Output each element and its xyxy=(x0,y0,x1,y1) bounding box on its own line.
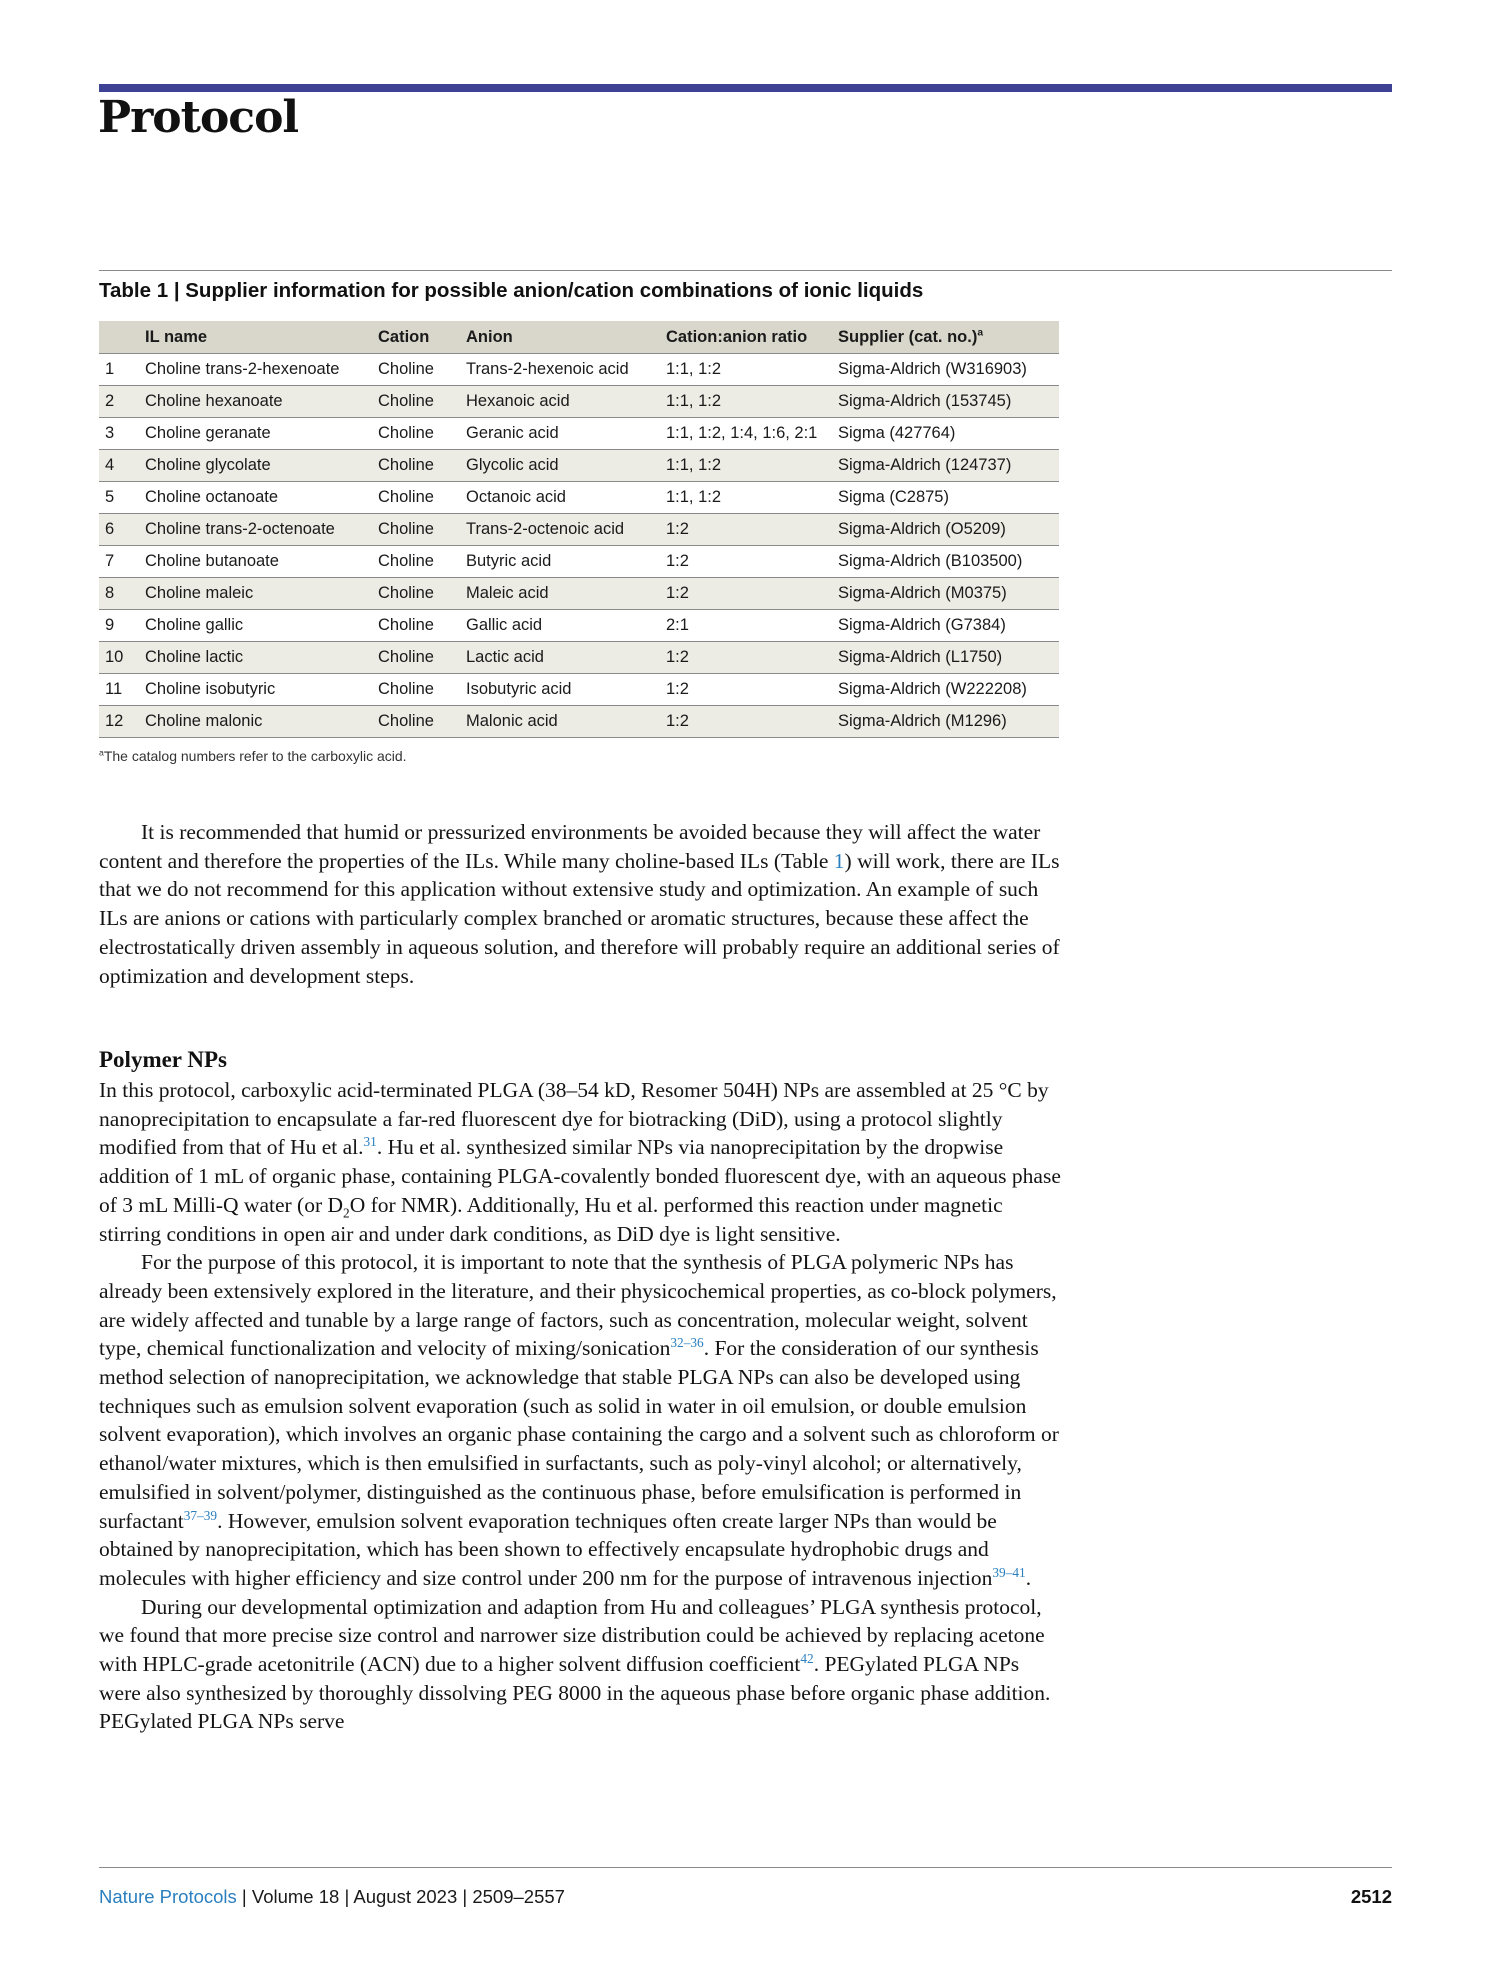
cell-ratio: 1:1, 1:2 xyxy=(658,354,830,386)
cell-ratio: 2:1 xyxy=(658,610,830,642)
paragraph xyxy=(99,818,1061,990)
cell-ratio: 1:2 xyxy=(658,706,830,738)
col-header-index xyxy=(99,321,137,354)
table-body xyxy=(99,354,1059,738)
cell-anion: Geranic acid xyxy=(458,418,658,450)
text-run: For the purpose of this protocol, it is important to note that the synthesis of PLGA polymeric NPs has already been extensively explored in the literature, and their physicochemical properties, as co-block polymers, are widely affected and tunable by a large range of factors, such as concentration, molecular weight, solvent type, chemical functionalization and velocity of mixing/sonication xyxy=(99,1250,1057,1361)
col-header-ratio: Cation:anion ratio xyxy=(658,321,830,354)
cell-index: 8 xyxy=(99,578,137,610)
table-reference-link[interactable]: 1 xyxy=(833,848,845,873)
cell-anion: Lactic acid xyxy=(458,642,658,674)
page-number: 2512 xyxy=(1350,1886,1392,1907)
col-header-supplier xyxy=(830,321,1059,354)
cell-supplier: Sigma-Aldrich (153745) xyxy=(830,386,1059,418)
cell-index: 1 xyxy=(99,354,137,386)
cell-cation: Choline xyxy=(370,706,458,738)
cell-ratio: 1:1, 1:2 xyxy=(658,386,830,418)
cell-ratio: 1:1, 1:2 xyxy=(658,482,830,514)
cell-ratio: 1:1, 1:2, 1:4, 1:6, 2:1 xyxy=(658,418,830,450)
ionic-liquids-table xyxy=(99,321,1059,738)
footnote-marker: a xyxy=(977,327,984,338)
text-run: . However, emulsion solvent evaporation techniques often create larger NPs than would be obtained by nanoprecipitation, which has been shown to effectively encapsulate hydrophobic drugs and molecules with higher efficiency and size control under 200 nm for the purpose of intravenous injection xyxy=(99,1508,997,1590)
cell-il-name: Choline malonic xyxy=(137,706,370,738)
table-header-row xyxy=(99,321,1059,354)
paragraph xyxy=(99,1076,1061,1248)
cell-ratio: 1:1, 1:2 xyxy=(658,450,830,482)
text-run: . For the consideration of our synthesis method selection of nanoprecipitation, we acknowledge that stable PLGA NPs can also be developed using techniques such as emulsion solvent evaporation (such as solid in water in oil emulsion, or double emulsion solvent evaporation), which involves an organic phase containing the cargo and a solvent such as chloroform or ethanol/water mixtures, which is then emulsified in surfactants, such as poly-vinyl alcohol; or alternatively, emulsified in solvent/polymer, distinguished as the continuous phase, before emulsification is performed in surfactant xyxy=(99,1336,1059,1533)
section-polymer-nps-body xyxy=(99,1076,1061,1736)
cell-il-name: Choline hexanoate xyxy=(137,386,370,418)
cell-index: 2 xyxy=(99,386,137,418)
cell-il-name: Choline octanoate xyxy=(137,482,370,514)
table-row xyxy=(99,642,1059,674)
text-run: During our developmental optimization and adaption from Hu and colleagues’ PLGA synthesis protocol, we found that more precise size control and narrower size distribution could be achieved by replacing acetone with HPLC-grade acetonitrile (ACN) due to a higher solvent diffusion coefficient xyxy=(99,1594,1045,1677)
cell-anion: Maleic acid xyxy=(458,578,658,610)
cell-cation: Choline xyxy=(370,578,458,610)
journal-name-link[interactable]: Nature Protocols xyxy=(99,1886,237,1907)
cell-anion: Butyric acid xyxy=(458,546,658,578)
table-row xyxy=(99,674,1059,706)
cell-supplier: Sigma-Aldrich (W222208) xyxy=(830,674,1059,706)
text-run: ) will work, there are ILs that we do not recommend for this application without extensive study and optimization. An example of such ILs are anions or cations with particularly complex branched or aromatic structures, because these affect the electrostatically driven assembly in aqueous solution, and therefore will probably require an additional series of optimization and development steps. xyxy=(99,848,1060,988)
text-run: In this protocol, carboxylic acid-terminated PLGA (38–54 kD, Resomer 504H) NPs are assembled at 25 °C by nanoprecipitation to encapsulate a far-red fluorescent dye for biotracking (DiD), using a protocol slightly modified from that of Hu et al. xyxy=(99,1078,1049,1160)
cell-cation: Choline xyxy=(370,514,458,546)
cell-ratio: 1:2 xyxy=(658,546,830,578)
cell-anion: Glycolic acid xyxy=(458,450,658,482)
cell-index: 12 xyxy=(99,706,137,738)
cell-cation: Choline xyxy=(370,546,458,578)
cell-il-name: Choline butanoate xyxy=(137,546,370,578)
cell-index: 9 xyxy=(99,610,137,642)
cell-index: 3 xyxy=(99,418,137,450)
section-heading-polymer-nps: Polymer NPs xyxy=(99,1047,227,1072)
paragraph xyxy=(99,1248,1061,1592)
table-row xyxy=(99,514,1059,546)
table-caption: Table 1 | Supplier information for possible anion/cation combinations of ionic liquids xyxy=(99,279,924,302)
table-row xyxy=(99,482,1059,514)
cell-anion: Octanoic acid xyxy=(458,482,658,514)
cell-index: 10 xyxy=(99,642,137,674)
citation-link[interactable]: 31 xyxy=(363,1134,377,1150)
cell-index: 4 xyxy=(99,450,137,482)
table-row xyxy=(99,450,1059,482)
table-footnote xyxy=(99,748,407,764)
table-row xyxy=(99,546,1059,578)
cell-cation: Choline xyxy=(370,642,458,674)
col-header-anion: Anion xyxy=(458,321,658,354)
table-top-rule xyxy=(99,270,1392,271)
cell-supplier: Sigma-Aldrich (M1296) xyxy=(830,706,1059,738)
cell-ratio: 1:2 xyxy=(658,514,830,546)
cell-supplier: Sigma-Aldrich (O5209) xyxy=(830,514,1059,546)
paragraph xyxy=(99,1593,1061,1737)
table-row xyxy=(99,354,1059,386)
cell-cation: Choline xyxy=(370,674,458,706)
footer-citation xyxy=(99,1886,565,1908)
table-row xyxy=(99,386,1059,418)
cell-supplier: Sigma (C2875) xyxy=(830,482,1059,514)
cell-supplier: Sigma-Aldrich (B103500) xyxy=(830,546,1059,578)
cell-il-name: Choline lactic xyxy=(137,642,370,674)
cell-il-name: Choline isobutyric xyxy=(137,674,370,706)
col-header-supplier-label: Supplier (cat. no.) xyxy=(838,327,978,346)
footnote-marker: a xyxy=(99,747,104,758)
citation-link[interactable]: 37–39 xyxy=(183,1507,218,1523)
cell-anion: Gallic acid xyxy=(458,610,658,642)
page-title: Protocol xyxy=(98,92,299,143)
cell-supplier: Sigma-Aldrich (L1750) xyxy=(830,642,1059,674)
subscript: 2 xyxy=(343,1205,350,1221)
table-row xyxy=(99,578,1059,610)
cell-ratio: 1:2 xyxy=(658,578,830,610)
cell-anion: Trans-2-octenoic acid xyxy=(458,514,658,546)
table-row xyxy=(99,706,1059,738)
cell-il-name: Choline trans-2-hexenoate xyxy=(137,354,370,386)
cell-index: 5 xyxy=(99,482,137,514)
cell-supplier: Sigma-Aldrich (124737) xyxy=(830,450,1059,482)
journal-details: | Volume 18 | August 2023 | 2509–2557 xyxy=(236,1886,565,1907)
citation-link[interactable]: 39–41 xyxy=(992,1564,1026,1580)
cell-index: 11 xyxy=(99,674,137,706)
cell-anion: Hexanoic acid xyxy=(458,386,658,418)
footer-rule xyxy=(99,1867,1392,1868)
cell-index: 7 xyxy=(99,546,137,578)
text-run: It is recommended that humid or pressurized environments be avoided because they will affect the water content and therefore the properties of the ILs. While many choline-based ILs (Table xyxy=(99,820,1041,873)
cell-ratio: 1:2 xyxy=(658,674,830,706)
cell-cation: Choline xyxy=(370,386,458,418)
text-run: . xyxy=(1025,1565,1032,1590)
text-run: O for NMR). Additionally, Hu et al. performed this reaction under magnetic stirring conditions in open air and under dark conditions, as DiD dye is light sensitive. xyxy=(99,1192,1003,1246)
paragraph-humid-environments xyxy=(99,818,1061,990)
footnote-text: The catalog numbers refer to the carboxylic acid. xyxy=(103,748,407,764)
cell-cation: Choline xyxy=(370,354,458,386)
header-accent-bar xyxy=(99,84,1392,92)
cell-cation: Choline xyxy=(370,610,458,642)
cell-cation: Choline xyxy=(370,450,458,482)
cell-ratio: 1:2 xyxy=(658,642,830,674)
cell-index: 6 xyxy=(99,514,137,546)
col-header-il-name: IL name xyxy=(137,321,370,354)
cell-anion: Isobutyric acid xyxy=(458,674,658,706)
cell-il-name: Choline geranate xyxy=(137,418,370,450)
cell-il-name: Choline trans-2-octenoate xyxy=(137,514,370,546)
citation-link[interactable]: 42 xyxy=(800,1650,814,1666)
text-run: . Hu et al. synthesized similar NPs via nanoprecipitation by the dropwise addition of 1 mL of organic phase, containing PLGA-covalently bonded fluorescent dye, with an aqueous phase of 3 mL Milli-Q water (or D xyxy=(99,1135,1061,1217)
cell-supplier: Sigma-Aldrich (G7384) xyxy=(830,610,1059,642)
cell-il-name: Choline maleic xyxy=(137,578,370,610)
table-row xyxy=(99,418,1059,450)
cell-il-name: Choline glycolate xyxy=(137,450,370,482)
table-row xyxy=(99,610,1059,642)
cell-supplier: Sigma-Aldrich (M0375) xyxy=(830,578,1059,610)
cell-cation: Choline xyxy=(370,418,458,450)
cell-cation: Choline xyxy=(370,482,458,514)
text-run: . PEGylated PLGA NPs were also synthesized by thoroughly dissolving PEG 8000 in the aqueous phase before organic phase addition. PEGylated PLGA NPs serve xyxy=(99,1652,1051,1734)
cell-supplier: Sigma-Aldrich (W316903) xyxy=(830,354,1059,386)
cell-supplier: Sigma (427764) xyxy=(830,418,1059,450)
cell-il-name: Choline gallic xyxy=(137,610,370,642)
cell-anion: Trans-2-hexenoic acid xyxy=(458,354,658,386)
citation-link[interactable]: 32–36 xyxy=(670,1335,704,1351)
col-header-cation: Cation xyxy=(370,321,458,354)
cell-anion: Malonic acid xyxy=(458,706,658,738)
